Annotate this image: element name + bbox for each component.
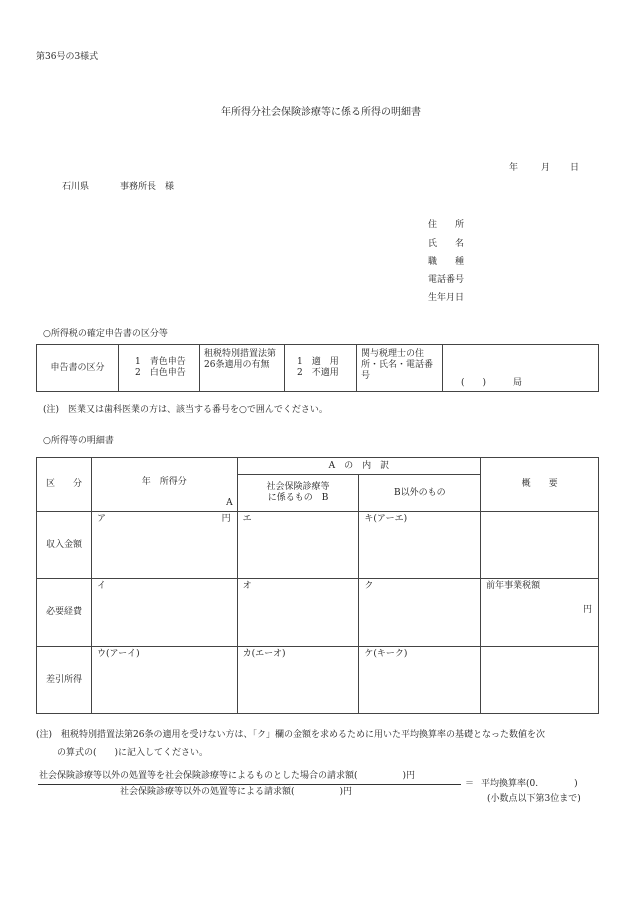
option-applied[interactable]: 1 適 用 bbox=[297, 357, 339, 367]
row-label-expenses: 必要経費 bbox=[37, 579, 92, 647]
field-name: 氏 名 bbox=[428, 239, 465, 249]
cell-revenue-b[interactable]: エ bbox=[237, 512, 359, 579]
form-number: 第36号の3様式 bbox=[36, 52, 99, 62]
date-year: 年 bbox=[509, 163, 519, 173]
declaration-type-label: 申告書の区分 bbox=[37, 345, 119, 392]
field-occupation: 職 種 bbox=[428, 257, 465, 267]
field-phone: 電話番号 bbox=[428, 275, 465, 285]
header-income: 年 所得分 A bbox=[91, 458, 237, 512]
addressee-pref: 石川県 bbox=[62, 182, 90, 192]
header-breakdown: A の 内 訳 bbox=[237, 458, 481, 475]
header-summary: 概 要 bbox=[481, 458, 599, 512]
field-address: 住 所 bbox=[428, 220, 465, 230]
article26-label: 租税特別措置法第26条適用の有無 bbox=[200, 345, 285, 392]
tax-accountant-label: 関与税理士の住所・氏名・電話番号 bbox=[357, 345, 443, 392]
cell-expenses-b[interactable]: オ bbox=[237, 579, 359, 647]
header-other: B以外のもの bbox=[359, 475, 481, 512]
note-average-rate: (注) 租税特別措置法第26条の適用を受けない方は、「ク」欄の金額を求めるために用いた平均換算率の基礎となった数値を次 bbox=[36, 730, 545, 740]
tax-office-field[interactable]: ( ) 局 bbox=[443, 345, 599, 392]
header-income-a: A bbox=[226, 498, 233, 508]
note-medical: (注) 医業又は歯科医業の方は、該当する番号を○で囲んでください。 bbox=[43, 405, 328, 415]
cell-net-summary[interactable] bbox=[481, 647, 599, 714]
section1-heading: ○所得税の確定申告書の区分等 bbox=[43, 329, 168, 339]
cell-expenses-a[interactable]: イ bbox=[91, 579, 237, 647]
cell-net-b[interactable]: カ(エーオ) bbox=[237, 647, 359, 714]
section2-heading: ○所得等の明細書 bbox=[43, 436, 114, 446]
cell-revenue-c[interactable]: キ(アーエ) bbox=[359, 512, 481, 579]
formula-numerator: 社会保険診療等以外の処置等を社会保険診療等によるものとした場合の請求額( )円 bbox=[39, 771, 416, 781]
field-birthdate: 生年月日 bbox=[428, 293, 465, 303]
option-not-applied[interactable]: 2 不適用 bbox=[297, 368, 339, 378]
cell-net-c[interactable]: ケ(キーク) bbox=[359, 647, 481, 714]
addressee-office: 事務所長 様 bbox=[120, 182, 175, 192]
cell-expenses-c[interactable]: ク bbox=[359, 579, 481, 647]
note-average-rate-cont: の算式の( )に記入してください。 bbox=[57, 748, 209, 758]
date-month: 月 bbox=[541, 163, 551, 173]
header-kubun: 区 分 bbox=[37, 458, 92, 512]
cell-revenue-a[interactable]: ア 円 bbox=[91, 512, 237, 579]
cell-revenue-summary[interactable] bbox=[481, 512, 599, 579]
header-social-insurance: 社会保険診療等 に係るもの B bbox=[237, 475, 359, 512]
option-white[interactable]: 2 白色申告 bbox=[135, 368, 186, 378]
formula-equals: ＝ bbox=[465, 779, 475, 789]
cell-expenses-summary[interactable]: 前年事業税額 円 bbox=[481, 579, 599, 647]
date-day: 日 bbox=[570, 163, 580, 173]
declaration-type-options[interactable] bbox=[119, 345, 200, 392]
formula-fraction-line bbox=[38, 784, 461, 785]
row-label-revenue: 収入金額 bbox=[37, 512, 92, 579]
option-blue[interactable]: 1 青色申告 bbox=[135, 357, 186, 367]
page-title: 年所得分社会保険診療等に係る所得の明細書 bbox=[221, 107, 421, 118]
income-table bbox=[36, 457, 599, 714]
declaration-table bbox=[36, 344, 599, 392]
cell-net-a[interactable]: ウ(アーイ) bbox=[91, 647, 237, 714]
article26-options[interactable] bbox=[285, 345, 357, 392]
formula-denominator: 社会保険診療等以外の処置等による請求額( )円 bbox=[120, 787, 353, 797]
row-label-net-income: 差引所得 bbox=[37, 647, 92, 714]
formula-result: 平均換算率(0. ) bbox=[481, 779, 578, 789]
formula-precision: (小数点以下第3位まで) bbox=[487, 794, 581, 804]
